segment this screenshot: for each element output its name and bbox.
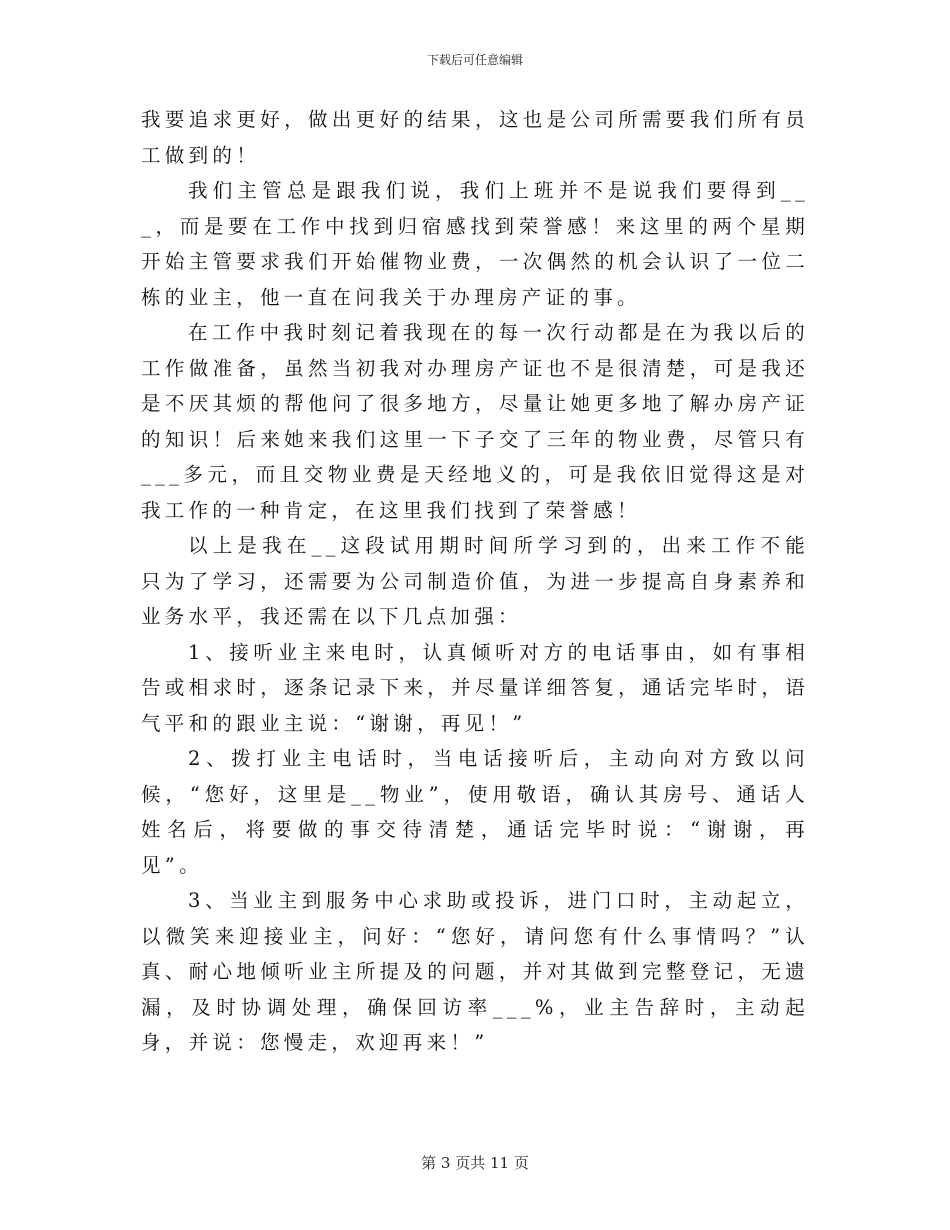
page-header-note: 下载后可任意编辑 [426,53,523,67]
paragraph-2: 我们主管总是跟我们说，我们上班并不是说我们要得到___，而是要在工作中找到归宿感找到荣誉感！来这里的两个星期开始主管要求我们开始催物业费，一次偶然的机会认识了一位二栋的业主，他一直在问我关于办理房产证的事。 [141,179,809,309]
paragraph-4: 以上是我在__这段试用期时间所学习到的，出来工作不能只为了学习，还需要为公司制造价值，为进一步提高自身素养和业务水平，我还需在以下几点加强： [141,534,809,628]
paragraph-6: 2、拨打业主电话时，当电话接听后，主动向对方致以问候，“您好，这里是__物业”，使用敬语，确认其房号、通话人姓名后，将要做的事交待清楚，通话完毕时说：“谢谢，再见”。 [141,747,809,877]
paragraph-7: 3、当业主到服务中心求助或投诉，进门口时，主动起立，以微笑来迎接业主，问好：“您好，请问您有什么事情吗？”认真、耐心地倾听业主所提及的问题，并对其做到完整登记，无遗漏，及时协调处理，确保回访率___%，业主告辞时，主动起身，并说：您慢走，欢迎再来！” [141,889,809,1054]
page-number: 第 3 页共 11 页 [421,1154,529,1172]
paragraph-1: 我要追求更好，做出更好的结果，这也是公司所需要我们所有员工做到的！ [141,108,809,167]
document-body [141,102,809,1061]
paragraph-3: 在工作中我时刻记着我现在的每一次行动都是在为我以后的工作做准备，虽然当初我对办理房产证也不是很清楚，可是我还是不厌其烦的帮他问了很多地方，尽量让她更多地了解办房产证的知识！后来她来我们这里一下子交了三年的物业费，尽管只有___多元，而且交物业费是天经地义的，可是我依旧觉得这是对我工作的一种肯定，在这里我们找到了荣誉感！ [141,321,809,522]
paragraph-5: 1、接听业主来电时，认真倾听对方的电话事由，如有事相告或相求时，逐条记录下来，并尽量详细答复，通话完毕时，语气平和的跟业主说：“谢谢，再见！” [141,640,809,735]
